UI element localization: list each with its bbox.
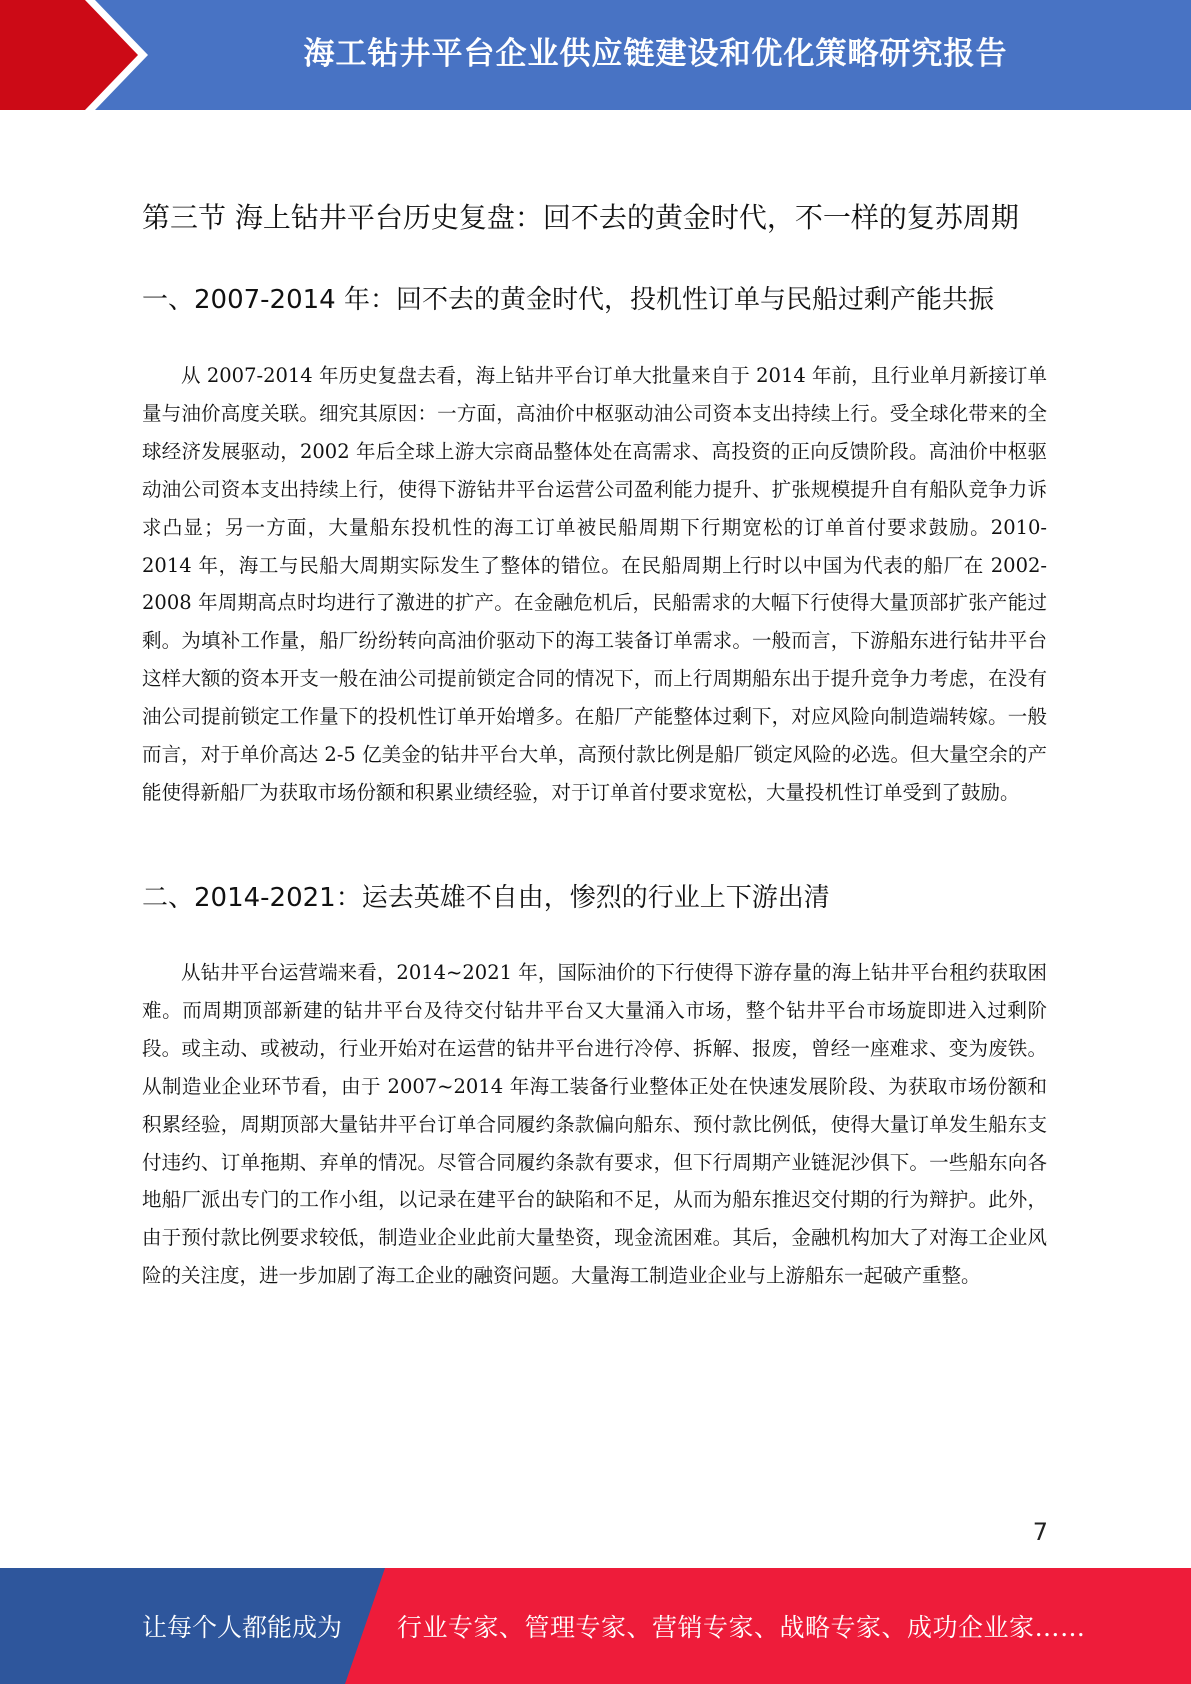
footer-slogan-left: 让每个人都能成为 <box>142 1613 343 1642</box>
page-number: 7 <box>1032 1518 1048 1546</box>
report-title: 海工钻井平台企业供应链建设和优化策略研究报告 <box>303 35 1008 72</box>
report-header <box>0 0 1191 110</box>
header-chevron-decoration <box>0 0 160 110</box>
part2-paragraph: 从钻井平台运营端来看，2014~2021 年，国际油价的下行使得下游存量的海上钻井平台租约获取困难。而周期顶部新建的钻井平台及待交付钻井平台又大量涌入市场，整个钻井平台市场旋即进入过剩阶段。或主动、或被动，行业开始对在运营的钻井平台进行冷停、拆解、报废，曾经一座难求、变为废铁。从制造业企业环节看，由于 2007~2014 年海工装备行业整体正处在快速发展阶段、为获取市场份额和积累经验，周期顶部大量钻井平台订单合同履约条款偏向船东、预付款比例低，使得大量订单发生船东支付违约、订单拖期、弃单的情况。尽管合同履约条款有要求，但下行周期产业链泥沙俱下。一些船东向各地船厂派出专门的工作小组，以记录在建平台的缺陷和不足，从而为船东推迟交付期的行为辩护。此外，由于预付款比例要求较低，制造业企业此前大量垫资，现金流困难。其后，金融机构加大了对海工企业风险的关注度，进一步加剧了海工企业的融资问题。大量海工制造业企业与上游船东一起破产重整。 <box>142 961 1047 1288</box>
part1-paragraph: 从 2007-2014 年历史复盘去看，海上钻井平台订单大批量来自于 2014 年前，且行业单月新接订单量与油价高度关联。细究其原因：一方面，高油价中枢驱动油公司资本支出持续上行。受全球化带来的全球经济发展驱动，2002 年后全球上游大宗商品整体处在高需求、高投资的正向反馈阶段。高油价中枢驱动油公司资本支出持续上行，使得下游钻井平台运营公司盈利能力提升、扩张规模提升自有船队竞争力诉求凸显；另一方面，大量船东投机性的海工订单被民船周期下行期宽松的订单首付要求鼓励。2010-2014 年，海工与民船大周期实际发生了整体的错位。在民船周期上行时以中国为代表的船厂在 2002-2008 年周期高点时均进行了激进的扩产。在金融危机后，民船需求的大幅下行使得大量顶部扩张产能过剩。为填补工作量，船厂纷纷转向高油价驱动下的海工装备订单需求。一般而言，下游船东进行钻井平台这样大额的资本开支一般在油公司提前锁定合同的情况下，而上行周期船东出于提升竞争力考虑，在没有油公司提前锁定工作量下的投机性订单开始增多。在船厂产能整体过剩下，对应风险向制造端转嫁。一般而言，对于单价高达 2-5 亿美金的钻井平台大单，高预付款比例是船厂锁定风险的必选。但大量空余的产能使得新船厂为获取市场份额和积累业绩经验，对于订单首付要求宽松，大量投机性订单受到了鼓励。 <box>142 364 1047 804</box>
part1-heading: 一、2007-2014 年：回不去的黄金时代，投机性订单与民船过剩产能共振 <box>142 285 994 315</box>
part2-heading: 二、2014-2021：运去英雄不自由，惨烈的行业上下游出清 <box>142 883 830 913</box>
section-title: 第三节 海上钻井平台历史复盘：回不去的黄金时代，不一样的复苏周期 <box>142 201 1019 234</box>
report-footer <box>0 1568 1191 1684</box>
footer-slogan-right: 行业专家、管理专家、营销专家、战略专家、成功企业家…… <box>397 1613 1086 1642</box>
